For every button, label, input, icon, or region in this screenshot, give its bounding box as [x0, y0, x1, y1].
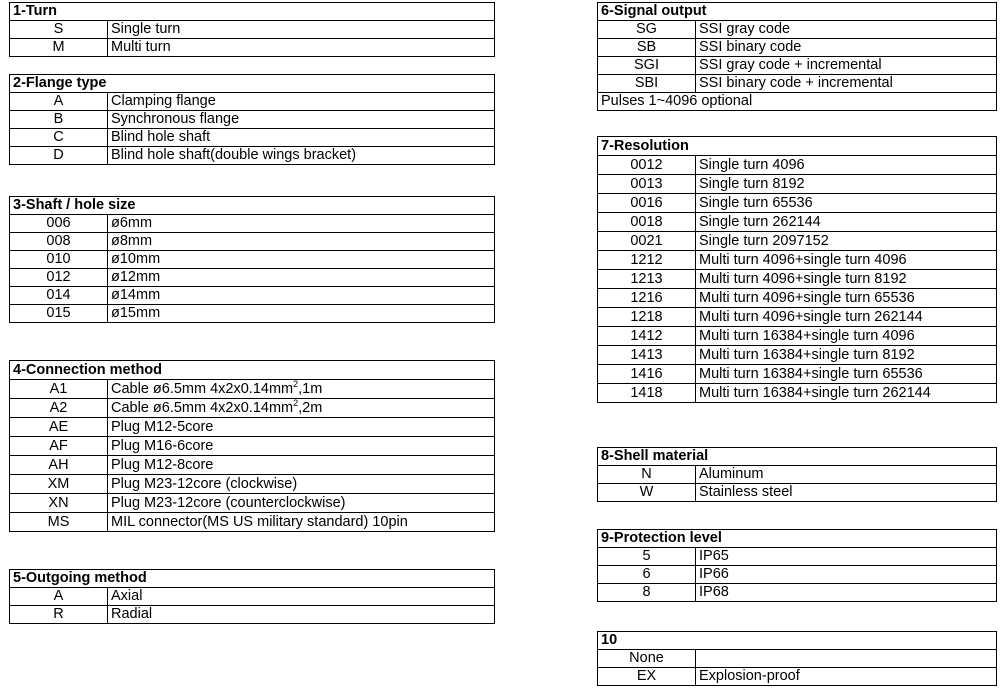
- option-description: [696, 21, 997, 39]
- option-description: [108, 215, 495, 233]
- table-row: [10, 129, 495, 147]
- section-title: 7-Resolution: [598, 137, 997, 156]
- option-code: M: [10, 39, 108, 57]
- description-text: Multi turn 16384+single turn 262144: [699, 384, 931, 401]
- option-code: 015: [10, 305, 108, 323]
- option-code: 1216: [598, 289, 696, 308]
- description-text: Cable ø6.5mm 4x2x0.14mm: [111, 380, 294, 397]
- description-text: Single turn: [111, 21, 181, 37]
- table-row: [598, 175, 997, 194]
- table-row: [598, 57, 997, 75]
- superscript: 2: [293, 379, 299, 389]
- description-text: Synchronous flange: [111, 111, 240, 127]
- option-description: [696, 584, 997, 602]
- table-row: [10, 513, 495, 532]
- option-description: [696, 57, 997, 75]
- option-description: [108, 380, 495, 399]
- option-description: [696, 548, 997, 566]
- option-description: [696, 251, 997, 270]
- option-code: MS: [10, 513, 108, 532]
- section-title: 4-Connection method: [10, 361, 495, 380]
- table-row: [598, 466, 997, 484]
- description-tail: ,1m: [298, 380, 323, 397]
- option-code: W: [598, 484, 696, 502]
- option-description: [696, 566, 997, 584]
- option-description: [696, 327, 997, 346]
- option-code: SG: [598, 21, 696, 39]
- table-row: [598, 668, 997, 686]
- section-title: 9-Protection level: [598, 530, 997, 548]
- table-row: [598, 308, 997, 327]
- table-row: [598, 650, 997, 668]
- option-code: D: [10, 147, 108, 165]
- option-description: [108, 233, 495, 251]
- description-text: SSI binary code + incremental: [699, 75, 893, 91]
- table-row: [10, 215, 495, 233]
- option-description: [108, 418, 495, 437]
- section-3-table: [9, 196, 495, 323]
- section-title: 3-Shaft / hole size: [10, 197, 495, 215]
- description-text: Blind hole shaft(double wings bracket): [111, 147, 357, 163]
- option-description: [108, 251, 495, 269]
- option-description: [108, 588, 495, 606]
- table-row: [10, 437, 495, 456]
- option-description: [696, 308, 997, 327]
- table-row: [598, 346, 997, 365]
- table-row: [10, 494, 495, 513]
- option-description: [108, 287, 495, 305]
- description-text: Clamping flange: [111, 93, 216, 109]
- option-description: [696, 466, 997, 484]
- description-text: IP68: [699, 584, 729, 600]
- section-4-table: [9, 360, 495, 532]
- option-code: SGI: [598, 57, 696, 75]
- option-description: [108, 305, 495, 323]
- table-row: [598, 384, 997, 403]
- option-description: [696, 365, 997, 384]
- option-description: [696, 213, 997, 232]
- description-text: Single turn 2097152: [699, 232, 829, 249]
- description-text: IP66: [699, 566, 729, 582]
- description-text: SSI gray code: [699, 21, 791, 37]
- option-description: [108, 513, 495, 532]
- description-text: ø10mm: [111, 251, 161, 267]
- description-text: ø14mm: [111, 287, 161, 303]
- option-description: [108, 111, 495, 129]
- section-note: Pulses 1~4096 optional: [598, 93, 997, 111]
- option-description: [108, 437, 495, 456]
- option-code: XM: [10, 475, 108, 494]
- option-code: R: [10, 606, 108, 624]
- option-code: C: [10, 129, 108, 147]
- description-text: Single turn 262144: [699, 213, 821, 230]
- description-text: Plug M12-8core: [111, 456, 214, 473]
- section-title: 1-Turn: [10, 3, 495, 21]
- option-description: [696, 668, 997, 686]
- option-description: [696, 346, 997, 365]
- option-description: [696, 650, 997, 668]
- description-text: Multi turn 4096+single turn 4096: [699, 251, 907, 268]
- description-text: ø8mm: [111, 233, 153, 249]
- table-row: [10, 287, 495, 305]
- table-row: [598, 548, 997, 566]
- option-code: 0018: [598, 213, 696, 232]
- option-description: [696, 384, 997, 403]
- table-row: [10, 269, 495, 287]
- section-10-table: [597, 631, 997, 686]
- description-text: Axial: [111, 588, 143, 604]
- table-row: [598, 484, 997, 502]
- option-code: B: [10, 111, 108, 129]
- section-title: 8-Shell material: [598, 448, 997, 466]
- option-description: [696, 175, 997, 194]
- description-text: ø6mm: [111, 215, 153, 231]
- option-code: None: [598, 650, 696, 668]
- description-text: Plug M12-5core: [111, 418, 214, 435]
- option-code: 0013: [598, 175, 696, 194]
- table-row: [10, 399, 495, 418]
- table-row: [598, 194, 997, 213]
- description-text: SSI gray code + incremental: [699, 57, 882, 73]
- option-code: 5: [598, 548, 696, 566]
- option-code: EX: [598, 668, 696, 686]
- option-description: [696, 75, 997, 93]
- option-code: N: [598, 466, 696, 484]
- section-6-table: [597, 2, 997, 111]
- description-text: Single turn 65536: [699, 194, 813, 211]
- table-row: [10, 39, 495, 57]
- section-7-table: [597, 136, 997, 403]
- description-text: ø12mm: [111, 269, 161, 285]
- option-description: [108, 475, 495, 494]
- option-code: 010: [10, 251, 108, 269]
- option-code: 0021: [598, 232, 696, 251]
- table-row: [598, 566, 997, 584]
- table-row: [598, 327, 997, 346]
- description-text: Multi turn: [111, 39, 171, 55]
- description-text: Multi turn 4096+single turn 262144: [699, 308, 923, 325]
- section-1-table: [9, 2, 495, 57]
- section-5-table: [9, 569, 495, 624]
- section-title: 6-Signal output: [598, 3, 997, 21]
- description-text: Multi turn 16384+single turn 65536: [699, 365, 923, 382]
- option-code: 1218: [598, 308, 696, 327]
- description-text: Multi turn 16384+single turn 8192: [699, 346, 915, 363]
- option-description: [108, 399, 495, 418]
- description-text: Radial: [111, 606, 153, 622]
- table-row: [10, 475, 495, 494]
- table-row: [10, 380, 495, 399]
- section-title: 10: [598, 632, 997, 650]
- option-code: 1413: [598, 346, 696, 365]
- description-text: Multi turn 16384+single turn 4096: [699, 327, 915, 344]
- description-text: Plug M23-12core (counterclockwise): [111, 494, 346, 511]
- option-code: 8: [598, 584, 696, 602]
- option-code: AE: [10, 418, 108, 437]
- option-description: [108, 456, 495, 475]
- description-tail: ,2m: [298, 399, 323, 416]
- table-row: [598, 270, 997, 289]
- table-row: [10, 588, 495, 606]
- table-row: [10, 93, 495, 111]
- description-text: MIL connector(MS US military standard) 10pin: [111, 513, 408, 530]
- option-code: A2: [10, 399, 108, 418]
- option-code: 1213: [598, 270, 696, 289]
- table-row: [10, 147, 495, 165]
- option-description: [108, 606, 495, 624]
- superscript: 2: [293, 398, 299, 408]
- section-2-table: [9, 74, 495, 165]
- description-text: Multi turn 4096+single turn 8192: [699, 270, 907, 287]
- description-text: Plug M23-12core (clockwise): [111, 475, 298, 492]
- table-row: [10, 233, 495, 251]
- section-title: 5-Outgoing method: [10, 570, 495, 588]
- table-row: [598, 39, 997, 57]
- table-row: [598, 584, 997, 602]
- table-row: [10, 111, 495, 129]
- option-description: [696, 232, 997, 251]
- table-row: [10, 456, 495, 475]
- option-code: 006: [10, 215, 108, 233]
- description-text: Aluminum: [699, 466, 764, 482]
- option-description: [696, 289, 997, 308]
- description-text: ø15mm: [111, 305, 161, 321]
- option-code: SBI: [598, 75, 696, 93]
- option-description: [108, 147, 495, 165]
- table-row: [598, 213, 997, 232]
- description-text: Blind hole shaft: [111, 129, 211, 145]
- option-code: A: [10, 93, 108, 111]
- option-code: 012: [10, 269, 108, 287]
- option-description: [696, 156, 997, 175]
- option-description: [696, 194, 997, 213]
- description-text: Stainless steel: [699, 484, 793, 500]
- description-text: Plug M16-6core: [111, 437, 214, 454]
- description-text: Multi turn 4096+single turn 65536: [699, 289, 915, 306]
- description-text: Explosion-proof: [699, 668, 800, 684]
- description-text: SSI binary code: [699, 39, 802, 55]
- option-description: [108, 21, 495, 39]
- table-row: [10, 21, 495, 39]
- table-row: [598, 21, 997, 39]
- option-code: AF: [10, 437, 108, 456]
- table-row: [10, 251, 495, 269]
- option-code: 008: [10, 233, 108, 251]
- option-description: [108, 129, 495, 147]
- option-code: AH: [10, 456, 108, 475]
- description-text: IP65: [699, 548, 729, 564]
- option-description: [108, 93, 495, 111]
- option-code: 1412: [598, 327, 696, 346]
- option-description: [108, 269, 495, 287]
- section-9-table: [597, 529, 997, 602]
- option-description: [696, 39, 997, 57]
- option-code: XN: [10, 494, 108, 513]
- table-row: [598, 365, 997, 384]
- description-text: Cable ø6.5mm 4x2x0.14mm: [111, 399, 294, 416]
- section-8-table: [597, 447, 997, 502]
- option-code: 0016: [598, 194, 696, 213]
- option-code: SB: [598, 39, 696, 57]
- option-description: [696, 270, 997, 289]
- table-row: [10, 418, 495, 437]
- section-title: 2-Flange type: [10, 75, 495, 93]
- table-row: [598, 289, 997, 308]
- option-code: 1418: [598, 384, 696, 403]
- option-code: S: [10, 21, 108, 39]
- table-row: [598, 232, 997, 251]
- description-text: Single turn 4096: [699, 156, 805, 173]
- table-row: [598, 251, 997, 270]
- option-code: 6: [598, 566, 696, 584]
- table-row: [10, 305, 495, 323]
- option-description: [696, 484, 997, 502]
- table-row: [598, 156, 997, 175]
- option-description: [108, 494, 495, 513]
- option-code: 1212: [598, 251, 696, 270]
- option-code: A: [10, 588, 108, 606]
- option-code: 0012: [598, 156, 696, 175]
- table-row: [10, 606, 495, 624]
- table-row: [598, 75, 997, 93]
- option-description: [108, 39, 495, 57]
- option-code: A1: [10, 380, 108, 399]
- option-code: 014: [10, 287, 108, 305]
- description-text: Single turn 8192: [699, 175, 805, 192]
- option-code: 1416: [598, 365, 696, 384]
